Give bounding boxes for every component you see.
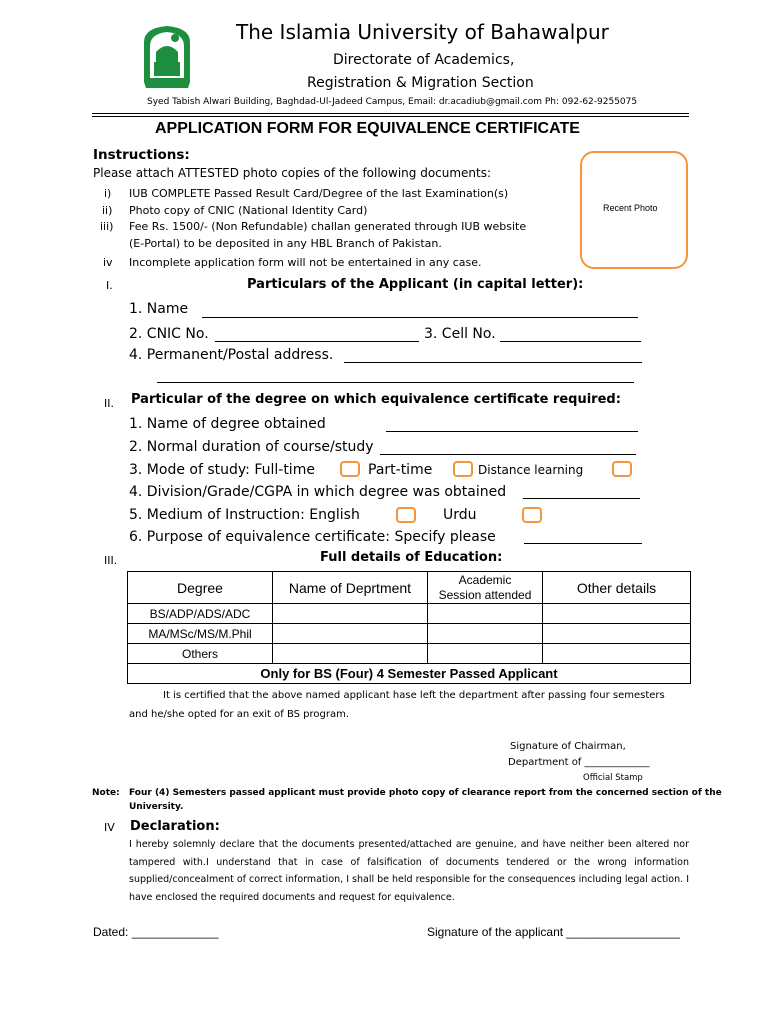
urdu-checkbox[interactable] [522,507,542,523]
address-field-line2[interactable] [157,382,634,383]
section-heading: Full details of Education: [320,550,503,565]
table-row [128,624,691,644]
instruction-item: Photo copy of CNIC (National Identity Card) [129,204,368,217]
section-line: Registration & Migration Section [307,75,534,91]
instruction-item: Fee Rs. 1500/- (Non Refundable) challan generated through IUB website [129,220,527,233]
instruction-num: iii) [100,220,114,233]
table-cell[interactable] [428,624,543,644]
section-number: IV [104,821,115,834]
column-header: Other details [543,572,691,604]
table-header-row [128,572,691,604]
instruction-item: IUB COMPLETE Passed Result Card/Degree of the last Examination(s) [129,187,509,200]
declaration-heading: Declaration: [130,819,220,834]
instruction-num: i) [104,187,112,200]
bs-note: Only for BS (Four) 4 Semester Passed Applicant [128,664,691,684]
note-text: Four (4) Semesters passed applicant must provide photo copy of clearance report from the concerned section of the [129,788,722,798]
mode-of-study-label: 3. Mode of study: Full-time [129,462,315,478]
table-cell[interactable] [543,644,691,664]
official-stamp-label: Official Stamp [583,773,643,783]
column-header-line: Session attended [438,587,532,602]
degree-name-field[interactable] [386,431,638,432]
duration-label: 2. Normal duration of course/study [129,439,374,455]
distance-learning-label: Distance learning [478,463,584,477]
urdu-label: Urdu [443,507,477,523]
name-field[interactable] [202,317,638,318]
division-label: 4. Division/Grade/CGPA in which degree was obtained [129,484,507,500]
instructions-intro: Please attach ATTESTED photo copies of the following documents: [93,166,492,180]
section-heading: Particulars of the Applicant (in capital letter): [247,277,584,292]
header-rule [92,113,689,114]
purpose-label: 6. Purpose of equivalence certificate: Specify please [129,529,496,545]
column-header: Name of Deprtment [273,572,428,604]
cnic-field[interactable] [215,341,419,342]
note-label: Note: [92,788,120,798]
directorate-line: Directorate of Academics, [333,52,515,68]
header-rule [92,116,689,117]
cnic-label: 2. CNIC No. [129,326,209,342]
cell-label: 3. Cell No. [424,326,496,342]
address-label: 4. Permanent/Postal address. [129,347,334,363]
table-row [128,644,691,664]
certification-text: and he/she opted for an exit of BS program. [129,709,350,720]
full-time-checkbox[interactable] [340,461,360,477]
university-crest-icon [140,22,194,88]
section-number: III. [104,554,118,567]
university-title: The Islamia University of Bahawalpur [236,20,609,44]
degree-cell: BS/ADP/ADS/ADC [128,604,273,624]
part-time-checkbox[interactable] [453,461,473,477]
photo-label: Recent Photo [603,203,658,213]
instruction-item: Incomplete application form will not be entertained in any case. [129,256,482,269]
chairman-signature: Signature of Chairman, [510,741,626,752]
duration-field[interactable] [380,454,636,455]
instruction-num: iv [103,256,113,269]
table-cell[interactable] [273,644,428,664]
name-label: 1. Name [129,301,189,317]
education-table [127,571,691,684]
table-row [128,604,691,624]
column-header [428,572,543,604]
medium-label: 5. Medium of Instruction: English [129,507,360,523]
table-cell[interactable] [428,644,543,664]
dated-field[interactable]: Dated: _____________ [93,925,219,939]
section-heading: Particular of the degree on which equivalence certificate required: [131,392,621,407]
instruction-num: ii) [102,204,113,217]
column-header-line: Academic [458,572,512,587]
section-number: I. [106,279,113,292]
degree-cell: MA/MSc/MS/M.Phil [128,624,273,644]
degree-cell: Others [128,644,273,664]
note-text: University. [129,802,184,812]
address-line: Syed Tabish Alwari Building, Baghdad-Ul-Jadeed Campus, Email: dr.acadiub@gmail.com Ph: 092-62-9255075 [147,97,638,107]
declaration-text: I hereby solemnly declare that the documents presented/attached are genuine, and have neither been altered nor tampered with.I understand that in case of falsification of documents tendered or the wrong information supplied/concealment of correct information, I shall be held responsible for the consequences including legal action. I have enclosed the required documents and request for equivalence. [129,839,689,903]
table-cell[interactable] [543,604,691,624]
degree-name-label: 1. Name of degree obtained [129,416,326,432]
cell-field[interactable] [500,341,641,342]
instructions-heading: Instructions: [93,147,190,163]
division-field[interactable] [523,498,640,499]
column-header: Degree [128,572,273,604]
distance-learning-checkbox[interactable] [612,461,632,477]
instruction-item: (E-Portal) to be deposited in any HBL Branch of Pakistan. [129,237,442,250]
applicant-signature-field[interactable]: Signature of the applicant _________________ [427,925,680,939]
part-time-label: Part-time [368,462,433,478]
english-checkbox[interactable] [396,507,416,523]
form-title: APPLICATION FORM FOR EQUIVALENCE CERTIFICATE [155,120,580,137]
table-cell[interactable] [543,624,691,644]
table-cell[interactable] [273,604,428,624]
certification-text: It is certified that the above named applicant hase left the department after passing four semesters [163,690,665,701]
address-field[interactable] [344,362,642,363]
table-cell[interactable] [428,604,543,624]
table-cell[interactable] [273,624,428,644]
section-number: II. [104,397,114,410]
table-row [128,664,691,684]
purpose-field[interactable] [524,543,642,544]
department-field: Department of _____________ [508,757,650,768]
